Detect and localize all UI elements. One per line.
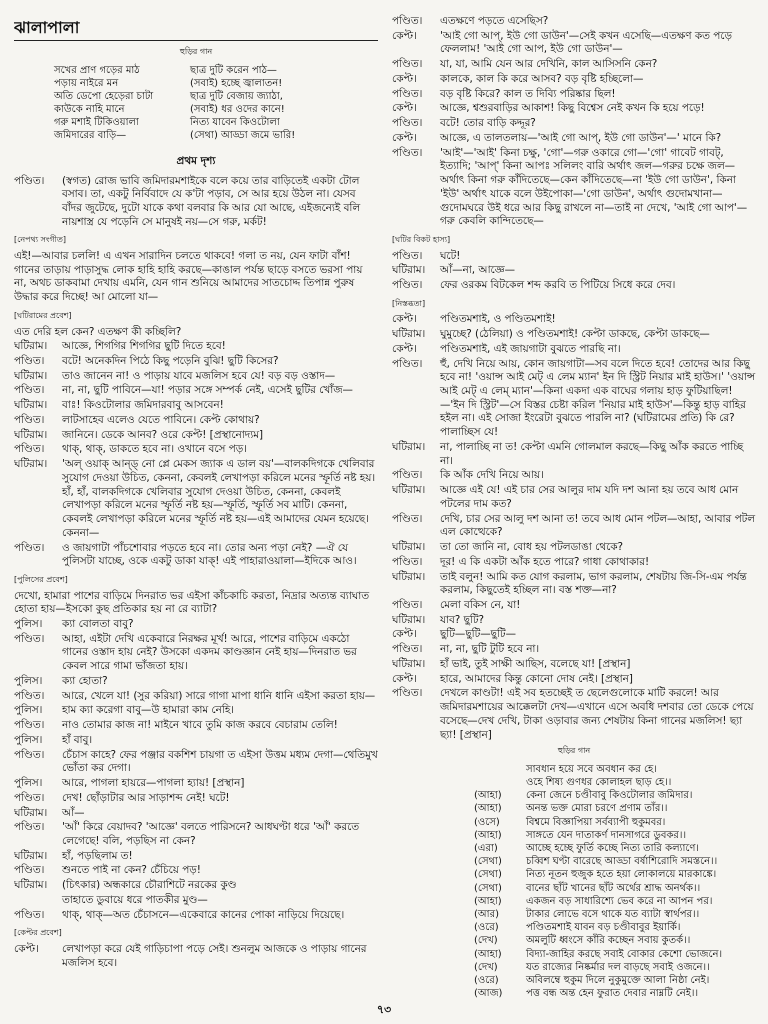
- dialogue-text: হারে, আমাদের কিন্তু কোনো দোষ নেই। [প্রস্থান]: [440, 672, 633, 685]
- closing-song-heading: হুড়ির গান: [557, 746, 591, 756]
- song-verse-line: [474, 868, 756, 881]
- speaker-name: পণ্ডিত।: [14, 864, 45, 877]
- speaker-name: পণ্ডিত।: [392, 146, 423, 159]
- dialogue-line: [392, 264, 756, 278]
- dialogue-text: আঁ—না, আজ্ঞে—: [440, 264, 515, 277]
- verse-prefix: (ওরে): [474, 922, 499, 934]
- dialogue-line: [14, 414, 378, 428]
- dialogue-text: তাও জানেন না! ও পাড়ায় যাবে মজলিস হবে যে! বড় বড় ওস্তাদ—: [62, 369, 336, 382]
- dialogue-text: দূর! এ কি একটা আঁক হতে পারে? গাধা কোথাকার!: [440, 555, 650, 568]
- dialogue-text: ঘটে!: [440, 249, 461, 262]
- verse-prefix: (আর): [474, 908, 499, 920]
- song-verse-line: [474, 842, 756, 855]
- speaker-name: পণ্ডিত।: [14, 908, 45, 921]
- opening-song: [54, 64, 378, 143]
- dialogue-line: [14, 633, 378, 674]
- dialogue-line: [392, 358, 756, 440]
- dialogue-line: [14, 675, 378, 689]
- dialogue-line: [14, 864, 378, 878]
- dialogue-line: [14, 443, 378, 457]
- dialogue-text: কালকে, কাল কি করে আসব? বড় বৃষ্টি হচ্ছিলো—: [440, 72, 644, 85]
- song-verse-line: [474, 948, 756, 961]
- dialogue-line: [392, 658, 756, 672]
- dialogue-line: [392, 541, 756, 555]
- speaker-name: পণ্ডিত।: [14, 541, 45, 554]
- dialogue-text: মেলা বকিস নে, যা!: [440, 599, 521, 611]
- dialogue-text: আরে, খেলে যা! (সুর করিয়া) সারে গাগা মাপা ধানি ধানি এইসা করতা হায়—: [62, 689, 376, 702]
- dialogue-text: (স্বগত) রোজ ভাবি জমিদারমশাইকে বলে কয়ে তার বাড়িতেই একটা টোল বসাব। তা, একটু নির্বিবাদে যে ক'টা পড়াব, সে আর হয়ে উঠল না। যেসব বাঁদর জুটেছে, দুটো যাকে কথা বলবার কি আর যো আছে, এইজন্যেই বলি নায়শাস্ত্র যে পড়েনি সে মানুষই নয়—সে গরু, মর্কট!: [62, 174, 361, 228]
- speaker-name: পণ্ডিত।: [14, 719, 45, 732]
- song-line: [54, 77, 378, 90]
- speaker-name: ঘটিরাম।: [392, 484, 426, 497]
- dialogue-line: [14, 618, 378, 632]
- stage-direction: [নেপথ্য সংগীত]: [14, 235, 66, 245]
- song-verse-line: [474, 829, 756, 842]
- right-column: [392, 14, 756, 1004]
- dialogue-line: [392, 117, 756, 131]
- speaker-name: ঘটিরাম।: [14, 428, 48, 441]
- verse-text: অনন্ত ভক্ত মোরা চরণে প্রণাম তাঁর।।: [526, 803, 668, 815]
- dialogue-text: ঘুমুচ্ছে? (ঠেলিয়া) ও পণ্ডিতমশাই! কেপ্টা ডাকছে, কেপ্টা ডাকছে—: [440, 328, 710, 341]
- dialogue-text: দেখ! ছোঁড়াটার আর সাড়াশব্দ নেই! ঘটে!: [62, 791, 230, 804]
- speaker-name: পণ্ডিত।: [392, 58, 423, 71]
- speaker-name: কেপ্ট।: [14, 942, 39, 955]
- dialogue-line: [392, 571, 756, 598]
- dialogue-line: [14, 777, 378, 791]
- dialogue-line: [392, 469, 756, 483]
- dialogue-line: [14, 807, 378, 821]
- verse-text: সাঙ্গতে যেন দাতাকর্ণ দানসাগরে ডুবকর।।: [526, 829, 687, 841]
- dialogue-line: [14, 894, 378, 908]
- dialogue-line: [392, 343, 756, 357]
- song-line: [54, 116, 378, 129]
- speaker-name: ঘটিরাম।: [392, 541, 426, 554]
- verse-text: বিদ্যা-জাহির করছে সবাই বোকার কেশো ভোজনে।: [526, 948, 723, 960]
- dialogue-text: আরে, পাগলা হায়রে—পাগলা হ্যায়! [প্রস্থান]: [62, 777, 245, 790]
- speaker-name: ঘটিরাম।: [14, 458, 48, 471]
- dialogue-text: যাব? ছুটি?: [440, 613, 485, 626]
- verse-text: অমলুটি ধ্বংসে কাঁরি কচ্ছেন সবায় কুতর্ক।।: [526, 935, 691, 947]
- song-verse-line: [474, 789, 756, 802]
- speaker-name: পণ্ডিত।: [392, 279, 423, 292]
- speaker-name: কেপ্ট।: [392, 313, 417, 326]
- song-verse-line: [474, 816, 756, 829]
- dialogue-text: কি আঁক দেখি নিয়ে আয়।: [440, 469, 544, 482]
- speaker-name: ঘটিরাম।: [14, 879, 48, 892]
- dialogue-line: [14, 429, 378, 443]
- dialogue-text: এতক্ষণে পড়তে এসেছিস?: [440, 15, 549, 27]
- speaker-name: পণ্ডিত।: [14, 821, 45, 834]
- verse-prefix: (ওসে): [474, 816, 500, 828]
- dialogue-line: [392, 132, 756, 146]
- dialogue-line: [392, 58, 756, 72]
- verse-prefix: (সেথা): [474, 869, 502, 881]
- dialogue-line: [392, 513, 756, 540]
- dialogue-text: হাঁ ভাই, তুই সাক্ষী আছিস, বলেছে যা! [প্রস্থান]: [440, 657, 631, 670]
- speaker-name: পুলিস।: [14, 777, 43, 790]
- verse-text: যত রাজ্যের নিষ্কর্মার দল বাড়ছে সবাই ওজনে।।: [526, 961, 710, 973]
- verse-text: অবিলম্বে হুকুম দিলে নুকুমুক্তে আলা নিষ্ঠা নেই।: [526, 974, 710, 986]
- stage-direction: [কেপ্টর প্রবেশ]: [14, 928, 62, 938]
- dialogue-text: ক্যা হোতা?: [62, 674, 108, 687]
- verse-text: টাকার লোভে বসে থাকে যত ব্যাটা স্বার্থপর।।: [526, 908, 700, 920]
- speaker-name: পণ্ডিত।: [14, 174, 45, 187]
- stage-direction: [পুলিসের প্রবেশ]: [14, 574, 68, 584]
- dialogue-text: বাঃ! কিওটোলার জমিদারবাবু আসবেন!: [62, 399, 224, 412]
- dialogue-text: বটে! অনেকদিন পিঠে কিছু পড়েনি বুঝি! ছুটি কিসের?: [62, 354, 279, 367]
- speaker-name: পণ্ডিত।: [14, 748, 45, 761]
- dialogue-line: [14, 734, 378, 748]
- dialogue-text: তাই বলুন! আমি কত যোগ করলাম, ভাগ করলাম, শেষটায় জি-সি-এম পর্যন্ত করলাম, কিছুতেই হচ্ছিল না। বস্ত শক্ত—না?: [440, 570, 747, 597]
- dialogue-text: না, পালাচ্ছি না ত! কেপ্টা এমনি গোলমাল করছে—কিছু আঁক করতে পাচ্ছি না।: [440, 440, 744, 467]
- dialogue-line: [14, 704, 378, 718]
- dialogue-text: যা, যা, আমি যেন আর দেখিনি, কাল আসিসনি কেন?: [440, 58, 658, 71]
- dialogue-text: লাটসাহেব এলেও যেতে পাবিনে। কেপ্ট কোথায়?: [62, 413, 260, 426]
- dialogue-text: 'আই'—'আই' কিনা চক্ষু, 'গো'—গরু ওকারে গো—'গো' গাবেট গাবট্, ইত্যাদি; 'আপ্' কিনা আপঃ সলিলং বারি অর্থাৎ জল—গরুর চক্ষে জল—অর্থাৎ কিনা গরু কাঁদিতেছে—কেন কাঁদিতেছে—না 'ইউ গো ডাউন', কিনা 'ইউ' অর্থাৎ যাকে বলে উইপোকা—'গো ডাউন', অর্থাৎ গুদোমখানা—গুদোমঘরে উই ধরে আর কিছু রাখলে না—তাই না দেখে, 'আই গো আপ'—গরু কেবলি কান্দিতেছে—: [440, 146, 748, 228]
- speaker-name: ঘটিরাম।: [392, 570, 426, 583]
- song-verse-line: [474, 921, 756, 934]
- speaker-name: পণ্ডিত।: [392, 117, 423, 130]
- dialogue-text: না, না, ছুটি টুটি হবে না।: [440, 643, 540, 656]
- verse-text: পত্ত বন্ধ অন্ত হেন ফুরাত দেবার নাম্নটি নেই।।: [526, 988, 699, 1000]
- stage-direction: [ঘটিরামের প্রবেশ]: [14, 310, 72, 320]
- verse-prefix: (দেখ): [474, 961, 498, 973]
- dialogue-text: 'আঁ' কিরে বেয়াদব? 'আজ্ঞে' বলতে পারিসনে? আধঘণ্টা ধরে 'আঁ' করতে লেগেছে! বলি, পড়ছিস না কেন?: [62, 821, 360, 848]
- page-header-title: ঝালাপালা: [14, 17, 80, 37]
- speaker-name: পুলিস।: [14, 733, 43, 746]
- dialogue-text: আঁ—: [62, 806, 85, 819]
- dialogue-text: ও জায়গাটা পাঁচশোবার পড়তে হবে না। তোর অন্য পড়া নেই? —ঐ যে পুলিসটা যাচ্ছে, ওকে একটু ডাকা যাক্! এই পাহারাওয়ালা—ইদিকে আও।: [62, 541, 357, 568]
- dialogue-line: [392, 279, 756, 293]
- speaker-name: পণ্ডিত।: [14, 443, 45, 456]
- speaker-name: কেপ্ট।: [392, 342, 417, 355]
- dialogue-text: জানিনে। ডেকে আনব? ওরে কেপ্ট! [প্রস্থানোদ্যম]: [62, 428, 264, 441]
- dialogue-text: লেখাপড়া করে যেই গাড়িচাপা পড়ে সেই। শুনলুম আজকে ও পাড়ায় গানের মজলিস হবে।: [62, 942, 367, 969]
- speaker-name: ঘটিরাম।: [392, 440, 426, 453]
- dialogue-text: তা তো জানি না, বোধ হয় পটলডাঙা থেকে?: [440, 541, 624, 554]
- verse-text: পণ্ডিতমশাই যাবন বড় চণ্ডীবাবুর ইয়ার্কি।: [526, 922, 681, 934]
- dialogue-line: [392, 687, 756, 742]
- verse-prefix: (আজ): [474, 988, 503, 1000]
- dialogue-text: চেঁচাস কাহে? ফের পঞ্জার বকশিশ চায়গা ত এইসা উত্তম মধ্যম দেগা—থেতিমুখ ভোঁতা কর দেগা।: [62, 748, 378, 775]
- dialogue-line: [392, 313, 756, 327]
- scene-title: প্রথম দৃশ্য: [176, 154, 216, 167]
- dialogue-text: দেখি, চার সের আলু দশ আনা ত! তবে আধ মোন পটল—আহা, আবার পটল এল কোত্থেকে?: [440, 512, 756, 539]
- speaker-name: পণ্ডিত।: [392, 555, 423, 568]
- song-heading: হুড়ির গান: [179, 47, 213, 56]
- dialogue-line: [392, 556, 756, 570]
- dialogue-text: দেখলে কাণ্ডটা! এই সব হতচ্ছেই ত ছেলেগুলোকে মাটি করলে! আর জমিদারমশায়ের আক্কেলটা দেখ—এখানে এসে অবধি দশবার তো ডেকে পেয়ে বসেছে—দেখ দেখি, টাকা ওড়াবার জন্য শেষটায় কিনা গানের মজলিস! ছ্যা ছ্যা! [প্রস্থান]: [440, 687, 754, 741]
- song-line-right: (সবাই) হচ্ছে জ্বালাতন!: [190, 77, 283, 89]
- speaker-name: পণ্ডিত।: [392, 643, 423, 656]
- dialogue-text: থাক্, থাক্, ডাকতে হবে না। ওখানে বসে পড়।: [62, 443, 247, 456]
- dialogue-line: [392, 628, 756, 642]
- dialogue-text: আজ্ঞে এই যে! এই চার সের আলুর দাম যদি দশ আনা হয় তবে আধ মোন পটলের দাম কত?: [440, 484, 739, 510]
- speaker-name: পণ্ডিত।: [14, 413, 45, 426]
- verse-prefix: (আহা): [474, 803, 502, 815]
- dialogue-line: [14, 690, 378, 704]
- dialogue-text: 'আই গো আপ্, ইউ গো ডাউন'—সেই কখন এসেছি—এতক্ষণ কত পড়ে ফেললাম! 'আই গো আপ, ইউ গো ডাউন'—: [440, 29, 732, 56]
- dialogue-line: [392, 73, 756, 87]
- dialogue-line: [14, 355, 378, 369]
- dialogue-line: [392, 102, 756, 116]
- dialogue-text: আজ্ঞে, এ তালতলায়—'আই গো আপ্, ইউ গো ডাউন'—' মানে কি?: [440, 131, 722, 144]
- stage-direction: [ঘটির বিকট হাস্য]: [392, 235, 451, 245]
- dialogue-line: [14, 879, 378, 893]
- verse-text: আচ্ছে হচ্ছে ফুর্তি কচ্ছে নিত্য তারি কল্যাণে।: [526, 843, 699, 855]
- dialogue-line: [14, 792, 378, 806]
- dialogue-line: [14, 749, 378, 776]
- dialogue-text: আজ্ঞে, শ্বশুরবাড়ির আকাশ! কিছু বিশ্বেস নেই কখন কি হয়ে পড়ে!: [440, 102, 705, 115]
- speaker-name: পণ্ডিত।: [14, 689, 45, 702]
- speaker-name: কেপ্ট।: [392, 72, 417, 85]
- speaker-name: পণ্ডিত।: [14, 632, 45, 645]
- dialogue-line: [14, 458, 378, 540]
- verse-text: চব্বিশ ঘণ্টা বারেছে আড্ডা বর্ষাশিরোদি সমস্তনে।।: [526, 856, 718, 868]
- dialogue-text: না, না, ছুটি পাবিনে—যা! পড়ার সঙ্গে সম্পর্ক নেই, এসেই ছুটির খোঁজ—: [62, 384, 353, 397]
- dialogue-line: [392, 328, 756, 342]
- dialogue-line: [14, 399, 378, 413]
- dialogue-line: [392, 147, 756, 229]
- song-line-right: ছাত্র দুটি করেন পাঠ—: [190, 64, 277, 76]
- stage-direction: [নিস্তব্ধতা]: [392, 298, 426, 308]
- running-header: [14, 14, 378, 41]
- song-verse-line: [474, 987, 756, 1000]
- song-verse-line: [474, 802, 756, 815]
- speaker-name: ঘটিরাম।: [392, 613, 426, 626]
- dialogue-text: পণ্ডিতমশাই, ও পণ্ডিতমশাই!: [440, 313, 556, 326]
- song-line-left: পড়ায় নাইরে মন: [54, 77, 119, 89]
- dialogue-line: [392, 484, 756, 511]
- dialogue-line: [392, 15, 756, 29]
- song-verse-line: [474, 974, 756, 987]
- dialogue-continuation: এই!—আবার চললি! এ এখন সারাদিন চলতে থাকবে! গলা ত নয়, যেন ফাটা বাঁশ! গানের তাড়ায় পাড়াসুদ্ধ লোক হাহি হাহি করছে—কাঙাল পর্যন্ত ছাড়ে বসতে ভরসা পায় না, অথচ ডাকবামা দেখায় এমনি, যেন গান শুনিয়ে আমাদের সাতচোদ্দ তিপান্ন পুরুষ উদ্ধার করে দিচ্ছে! আ মোলো যা—: [14, 250, 363, 304]
- speaker-name: পণ্ডিত।: [392, 87, 423, 100]
- dialogue-line: [392, 599, 756, 613]
- speaker-name: পণ্ডিত।: [14, 384, 45, 397]
- dialogue-text: শুনতে পাই না কেন? চেঁচিয়ে পড়!: [62, 864, 201, 877]
- page-number: ৭৩: [376, 1003, 392, 1016]
- verse-text: বানের ছাঁট খানের ছাঁট অর্থের শ্রাদ্ধ অনর্থক।।: [526, 882, 701, 894]
- speaker-name: ঘটিরাম।: [392, 328, 426, 341]
- song-line: [54, 129, 378, 142]
- speaker-name: [14, 894, 62, 908]
- speaker-name: কেপ্ট।: [392, 102, 417, 115]
- song-verse-line: [474, 908, 756, 921]
- dialogue-text: (চিৎকার) অন্ধকারে চৌরাশিটে নরকের কুণ্ড: [62, 879, 237, 892]
- left-column: [14, 14, 378, 1004]
- speaker-name: পণ্ডিত।: [14, 354, 45, 367]
- speaker-name: কেপ্ট।: [392, 131, 417, 144]
- speaker-name: ঘটিরাম।: [14, 369, 48, 382]
- verse-text: নিত্য নূতন হুজুক হতে হয়া লোকালয়ে মারকাঙ্কে।: [526, 869, 717, 881]
- left-dialogue: [14, 175, 378, 971]
- dialogue-text: হাঁ, পড়ছিলাম ত!: [62, 849, 133, 862]
- song-line: [54, 90, 378, 103]
- dialogue-line: [392, 673, 756, 687]
- speaker-name: ঘটিরাম।: [14, 340, 48, 353]
- song-line: [54, 103, 378, 116]
- dialogue-text: হাঁ বাবু।: [62, 733, 93, 746]
- speaker-name: পণ্ডিত।: [392, 469, 423, 482]
- song-line-right: নিত্য যাবেন কিওটোলা: [190, 117, 280, 129]
- speaker-name: পুলিস।: [14, 674, 43, 687]
- song-verse-line: [474, 882, 756, 895]
- dialogue-line: [392, 643, 756, 657]
- dialogue-line: [392, 88, 756, 102]
- speaker-name: পণ্ডিত।: [392, 357, 423, 370]
- verse-prefix: (দেখ): [474, 935, 498, 947]
- dialogue-text: বড় বৃষ্টি কিরে? কাল ত দিব্যি পরিষ্কার ছিল!: [440, 87, 616, 100]
- dialogue-line: [392, 441, 756, 468]
- dialogue-text: আজ্ঞে, শিগগির শিগগির ছুটি দিতে হবে!: [62, 340, 226, 353]
- dialogue-line: [392, 30, 756, 57]
- dialogue-line: [14, 340, 378, 354]
- song-opening-line: সাবধান হয়ে সবে অবধান কর হে।: [526, 763, 657, 775]
- song-line-right: (সবাই) ধর ওদের কানে!: [190, 104, 285, 116]
- dialogue-line: [14, 943, 378, 970]
- speaker-name: কেপ্ট।: [392, 628, 417, 641]
- song-line-right: (সেথা) আড্ডা জমে ভারি!: [190, 130, 296, 142]
- dialogue-text: 'অল্ ওয়াক্ আন্ড্ নো প্লে মেকস জ্যাক এ ডাল বয়'—বালকদিগকে খেলিবার সুযোগ দেওয়া উচিত, কেননা, কেবলই লেখাপড়া করিলে মনের স্ফূর্তি নষ্ট হয়। হাঁ, হাঁ, বালকদিগকে খেলিবার সুযোগ দেওয়া উচিত, কেননা, কেবলই লেখাপড়া করিলে মনের স্ফূর্তি নষ্ট হয়—স্ফূর্তি, স্ফূর্তি সব মাটি। কেননা, কেবলই লেখাপড়া করিলে মনের স্ফূর্তি নষ্ট হয়—এই আমাদের যেমন হয়েছে। কেননা—: [62, 458, 376, 539]
- song-verse-line: [474, 961, 756, 974]
- dialogue-text: হাম ক্যা করেগা বাবু—উ হামারা কাম নেহি।: [62, 704, 235, 717]
- song-line-left: জমিদারের বাড়ি—: [54, 130, 127, 142]
- speaker-name: পণ্ডিত।: [392, 249, 423, 262]
- verse-text: একজন বড় সাধারিশ্যে ভেব করে না আপন পর।: [526, 895, 713, 907]
- song-verse-line: [474, 855, 756, 868]
- speaker-name: ঘটিরাম।: [392, 657, 426, 670]
- dialogue-continuation: দেখো, হামারা পাশের বাড়িমে দিনরাত ভর এইসা কাঁচকাচি করতা, নিদ্রার অত্যন্ত ব্যাঘাত হোতা হায়—ইসকো কুছ প্রতিকার হয় না রে ব্যাটা?: [14, 589, 370, 616]
- speaker-name: কেপ্ট।: [392, 672, 417, 685]
- song-line: [54, 64, 378, 77]
- verse-prefix: (আহা): [474, 895, 502, 907]
- speaker-name: পণ্ডিত।: [392, 599, 423, 611]
- dialogue-line: [14, 384, 378, 398]
- dialogue-line: [14, 909, 378, 923]
- verse-text: বিশ্বমে বিজ্ঞাপিয়া সর্বব্যাপী হুকুমবর।: [526, 816, 666, 828]
- dialogue-line: [392, 250, 756, 264]
- dialogue-text: তাহাতে ডুবায়ে ধরে পাতকীর মুণ্ড—: [62, 893, 208, 906]
- song-line-left: কাউকে নাহি মানে: [54, 104, 125, 116]
- verse-prefix: (আহা): [474, 829, 502, 841]
- speaker-name: পণ্ডিত।: [14, 791, 45, 804]
- verse-prefix: (আহা): [474, 790, 502, 802]
- speaker-name: ঘটিরাম।: [392, 264, 426, 277]
- dialogue-text: থাক্, থাক্—অত চেঁচাসনে—একেবারে কানের পোকা নাড়িয়ে দিয়েছে।: [62, 908, 345, 921]
- speaker-name: পণ্ডিত।: [392, 512, 423, 525]
- dialogue-continuation: এত দেরি হল কেন? এতক্ষণ কী কচ্ছিলি?: [14, 325, 182, 338]
- dialogue-text: আহা, এইটা দেখি একেবারে নিরক্ষর মূর্খ! আরে, পাশের বাড়িমে একঠো গানের ওস্তাদ হায় নেই? উসকো একদম কাণ্ডজ্ঞান নেই হায়—দিনরাত ভর কেবল সারে গামা ভাঁজতা হায়।: [62, 632, 357, 673]
- song-opening-line: ওহে শিষ্য গুণধর কোলাহল ছাড় হে।।: [526, 777, 672, 789]
- speaker-name: ঘটিরাম।: [14, 806, 48, 819]
- dialogue-line: [14, 175, 378, 230]
- dialogue-line: [14, 370, 378, 384]
- verse-prefix: (সেথা): [474, 882, 502, 894]
- right-dialogue: [392, 15, 756, 742]
- speaker-name: পুলিস।: [14, 704, 43, 717]
- speaker-name: পুলিস।: [14, 618, 43, 630]
- verse-prefix: (আহা): [474, 948, 502, 960]
- speaker-name: পণ্ডিত।: [392, 687, 423, 700]
- speaker-name: ঘটিরাম।: [14, 399, 48, 412]
- song-line-left: গরু মশাই টিকিওয়ালা: [54, 117, 139, 129]
- song-line-left: সখের প্রাণ গড়ের মাঠ: [54, 64, 140, 76]
- dialogue-text: ফের ওরকম বিটকেল শব্দ করবি ত পিটিয়ে সিধে করে দেব।: [440, 279, 676, 292]
- song-verse-line: [474, 934, 756, 947]
- speaker-name: পণ্ডিত।: [392, 15, 423, 27]
- dialogue-text: পণ্ডিতমশাই, এই জায়গাটা বুঝতে পারছি না।: [440, 342, 621, 355]
- dialogue-line: [392, 614, 756, 628]
- speaker-name: কেপ্ট।: [392, 29, 417, 42]
- verse-prefix: (সেথা): [474, 856, 502, 868]
- dialogue-text: ছুটি—ছুটি—ছুটি—: [440, 628, 516, 641]
- song-line-left: অতি ডেপো হেড়েরা চাটা: [54, 90, 154, 102]
- verse-prefix: (ওরে): [474, 974, 499, 986]
- dialogue-text: হুঁ, দেখি নিয়ে আয়, কোন জায়গাটা—সব বলে দিতে হবে! তোদের আর কিছু হবে না! 'ওয়ান্স আই মেট্ এ লেম ম্যান' ইন দি স্ট্রিট নিয়ার মাই হাউস।' 'ওয়ান্স আই মেট্ এ লেম্ ম্যান'—কিনা একদা এক বাঘের গলায় হাড় ফুটিয়াছিল!—'ইন দি স্ট্রিট'—সে বিস্তর চেষ্টা করিল 'নিয়ার মাই হাউস'—কিন্তু হাড় বাহির হইল না। এই সোজা ইংরেটা বুঝতে পারলি না? (ঘটিরামের প্রতি) কি রে? পালাচ্ছিস যে!: [440, 357, 756, 439]
- song-verse-line: [474, 895, 756, 908]
- dialogue-line: [14, 821, 378, 848]
- dialogue-text: বটে! তোর বাড়ি কদ্দূর?: [440, 117, 536, 130]
- verse-prefix: (এরা): [474, 843, 498, 855]
- dialogue-text: নাও তোমার কাজ না! মাইনে খাবে তুমি কাজ করবে বেচারাম তেলি!: [62, 719, 338, 732]
- closing-song: [474, 763, 756, 1000]
- song-line-right: ছাত্র দুটি বেজায় জ্যাঠা,: [190, 90, 283, 102]
- dialogue-text: ক্যা বোলতা বাবু?: [62, 618, 134, 630]
- dialogue-line: [14, 850, 378, 864]
- verse-text: কেনা জেনে চণ্ডীবাবু কিওটোলার জমিদার।: [526, 790, 693, 802]
- dialogue-line: [14, 719, 378, 733]
- dialogue-line: [14, 542, 378, 569]
- speaker-name: ঘটিরাম।: [14, 849, 48, 862]
